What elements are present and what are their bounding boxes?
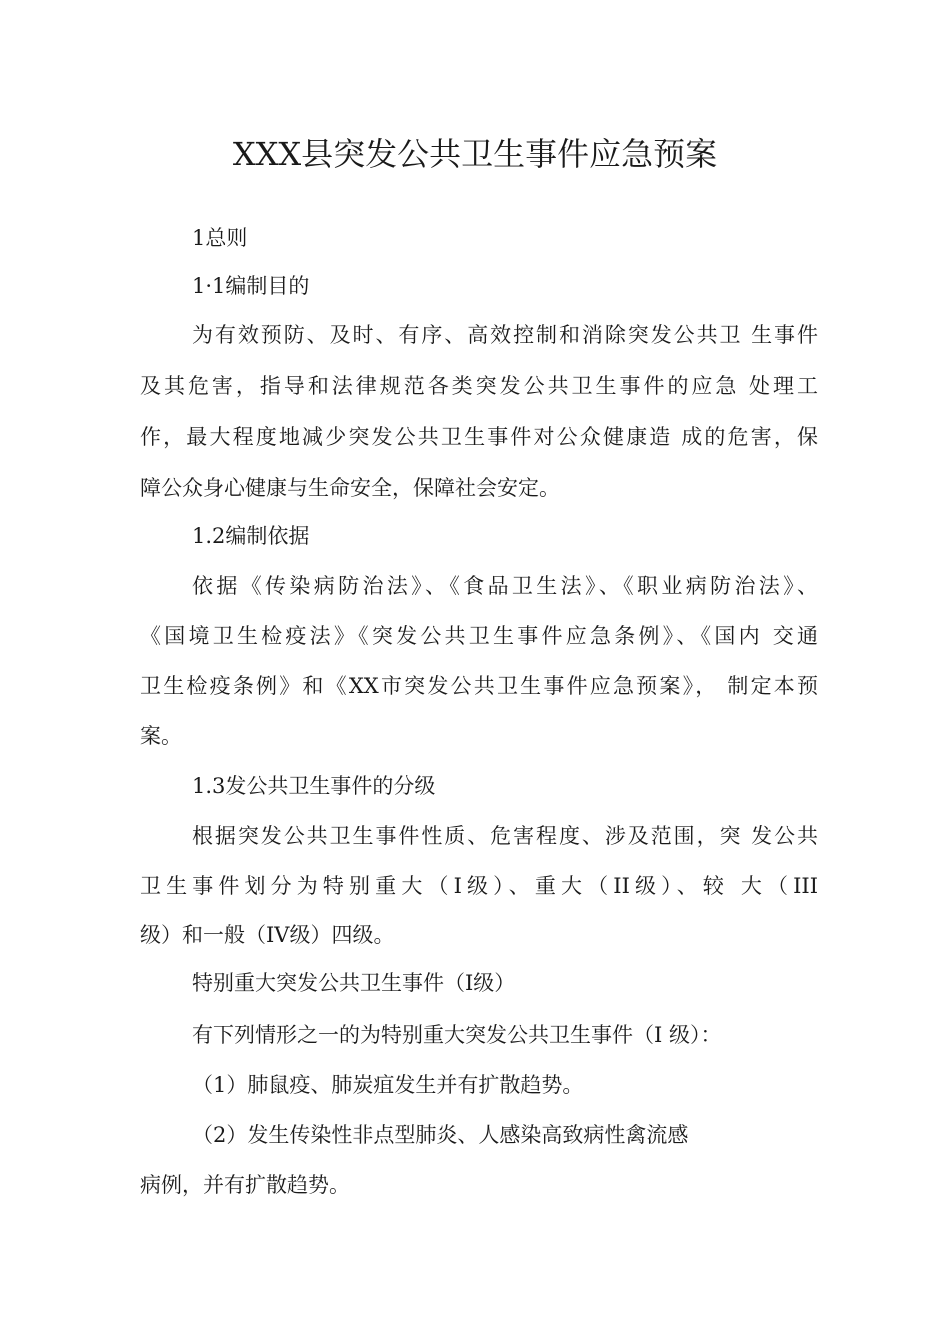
document-title: XXX县突发公共卫生事件应急预案 <box>232 135 718 173</box>
list-item-continuation: 病例，并有扩散趋势。 <box>140 1173 350 1197</box>
paragraph-line: 及其危害，指导和法律规范各类突发公共卫生事件的应急 处理工 <box>140 374 818 398</box>
paragraph-line: 依据《传染病防治法》、《食品卫生法》、《职业病防治法》、 <box>192 574 818 598</box>
paragraph-line: 卫生事件划分为特别重大（I级）、重大（II级）、较 大（III <box>140 874 818 898</box>
paragraph-line: 为有效预防、及时、有序、高效控制和消除突发公共卫 生事件 <box>192 323 818 347</box>
paragraph-line: 有下列情形之一的为特别重大突发公共卫生事件（I 级）： <box>192 1023 722 1047</box>
paragraph-line: 根据突发公共卫生事件性质、危害程度、涉及范围，突 发公共 <box>192 824 818 848</box>
subsection-heading: 1.2编制依据 <box>192 524 310 548</box>
section-heading: 1总则 <box>192 226 248 250</box>
paragraph-line: 《国境卫生检疫法》《突发公共卫生事件应急条例》、《国内 交通 <box>140 624 818 648</box>
paragraph-line: 卫生检疫条例》和《XX市突发公共卫生事件应急预案》， 制定本预 <box>140 674 818 698</box>
list-item: （1）肺鼠疫、肺炭疽发生并有扩散趋势。 <box>192 1073 584 1097</box>
paragraph-line: 特别重大突发公共卫生事件（I级） <box>192 971 516 995</box>
paragraph-line: 障公众身心健康与生命安全，保障社会安定。 <box>140 476 560 500</box>
subsection-heading: 1.3发公共卫生事件的分级 <box>192 774 436 798</box>
paragraph-line: 作，最大程度地减少突发公共卫生事件对公众健康造 成的危害，保 <box>140 425 818 449</box>
subsection-heading: 1·1编制目的 <box>192 274 310 298</box>
list-item: （2）发生传染性非点型肺炎、人感染高致病性禽流感 <box>192 1123 689 1147</box>
paragraph-line: 案。 <box>140 724 182 748</box>
paragraph-line: 级）和一般（IV级）四级。 <box>140 923 395 947</box>
